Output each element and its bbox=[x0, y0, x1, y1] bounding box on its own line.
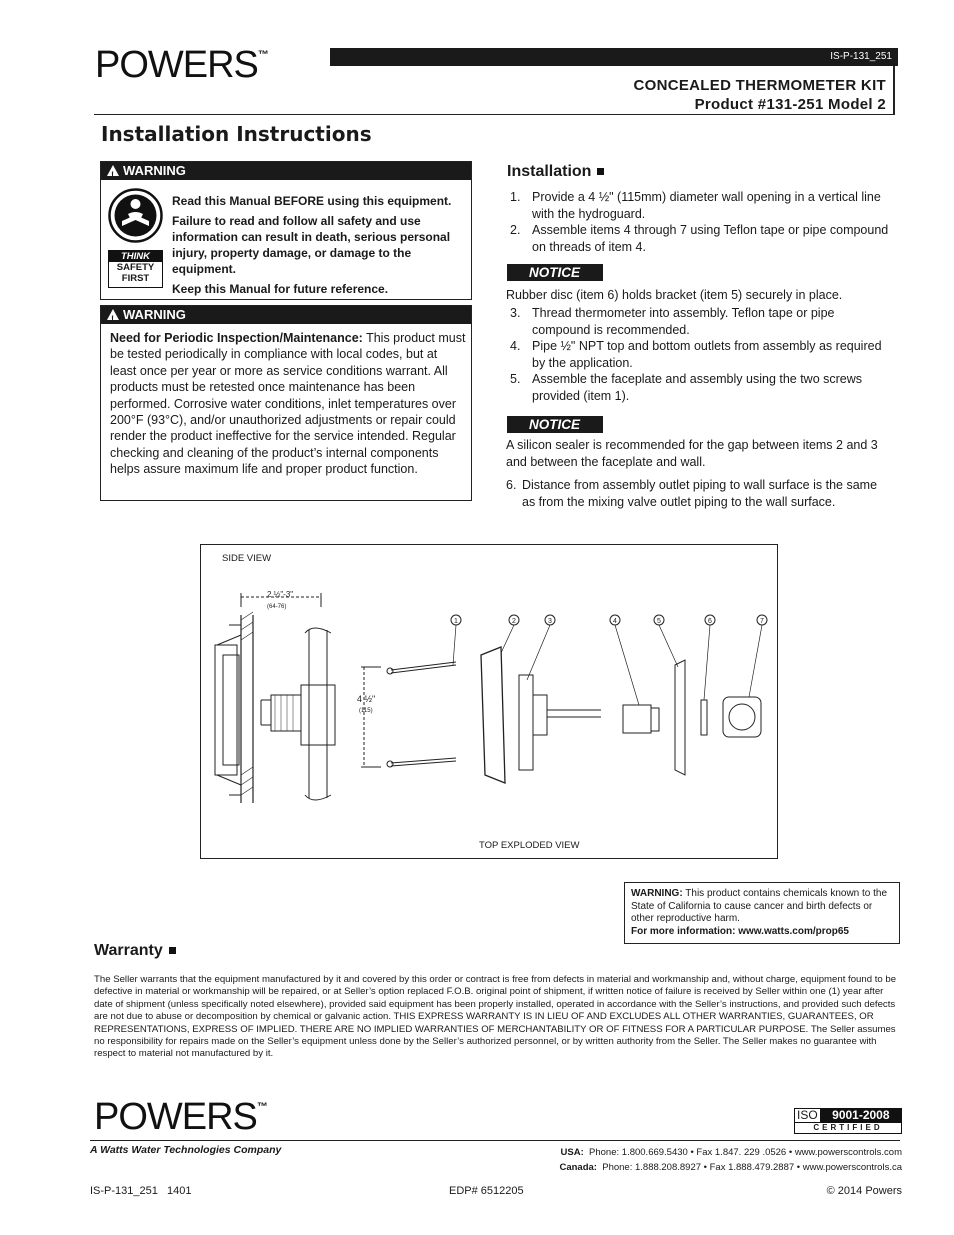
warning-triangle-icon bbox=[107, 309, 119, 320]
callout-5: 5 bbox=[657, 618, 661, 625]
safety-label: SAFETY bbox=[116, 262, 155, 273]
square-bullet-icon bbox=[169, 947, 176, 954]
installation-step bbox=[510, 189, 890, 222]
warning-box-manual bbox=[100, 161, 472, 300]
dim-width-mm: (64-76) bbox=[267, 604, 287, 610]
prop65-text: This product contains chemicals known to the State of California to cause cancer and birth defects or other reproductive harm. bbox=[631, 888, 888, 924]
notice1-text: Rubber disc (item 6) holds bracket (item 5) securely in place. bbox=[506, 288, 843, 302]
step-number: 4. bbox=[510, 339, 521, 353]
canada-label: Canada: bbox=[559, 1162, 597, 1173]
step-text: Thread thermometer into assembly. Teflon tape or pipe compound is recommended. bbox=[532, 306, 835, 337]
warranty-heading bbox=[94, 942, 176, 960]
step-text: Provide a 4 ½" (115mm) diameter wall opening in a vertical line with the hydroguard. bbox=[532, 190, 881, 221]
step-text: Pipe ½" NPT top and bottom outlets from assembly as required by the application. bbox=[532, 339, 882, 370]
header-rule bbox=[893, 66, 895, 114]
warning-bar bbox=[101, 162, 471, 180]
footer-powers-logo bbox=[94, 1098, 268, 1136]
callout-2: 2 bbox=[512, 618, 516, 625]
iso-prefix: ISO bbox=[795, 1109, 821, 1122]
warranty-text: The Seller warrants that the equipment manufactured by it and covered by this order or contract is free from defects in material and workmanship and, without charge, equipment found to be defective in material or workmanship will be repaired, or at Seller’s option replaced F.O.B. original point of shipment, if written notice of failure is received by Seller within one (1) year after date of shipment (unless specifically noted elsewhere), provided said equipment has been properly installed, operated in accordance with the Seller’s instructions, and provided such defects are not due to abuse or decomposition by chemical or galvanic action. THIS EXPRESS WARRANTY IS IN LIEU OF AND EXCLUDES ALL OTHER WARRANTIES, GUARANTEES, OR REPRESENTATIONS, EXPRESS OF IMPLIED. THERE ARE NO IMPLIED WARRANTIES OF MERCHANTABILITY OR OF FITNESS FOR A PARTICULAR PURPOSE. The Seller assumes no responsibility for repairs made on the Seller’s equipment unless done by the Seller’s authorized personnel, or by written authority from the Seller. The Seller makes no guarantee with respect to material not manufactured by it. bbox=[94, 974, 897, 1060]
canada-contact bbox=[432, 1160, 902, 1175]
edp-number: EDP# 6512205 bbox=[449, 1185, 524, 1197]
step-text: Assemble the faceplate and assembly using the two screws provided (item 1). bbox=[532, 372, 863, 403]
powers-logo bbox=[95, 46, 269, 84]
warning1-text bbox=[172, 193, 462, 297]
usa-label: USA: bbox=[560, 1147, 584, 1158]
contact-info bbox=[432, 1145, 902, 1175]
logo-text: POWERS bbox=[95, 44, 258, 86]
square-bullet-icon bbox=[597, 168, 604, 175]
installation-step bbox=[510, 371, 890, 404]
product-title-line1: CONCEALED THERMOMETER KIT bbox=[633, 77, 886, 94]
callout-4: 4 bbox=[613, 618, 617, 625]
iso-number: 9001-2008 bbox=[821, 1109, 901, 1122]
tagline: A Watts Water Technologies Company bbox=[90, 1144, 282, 1156]
step-text: Assemble items 4 through 7 using Teflon tape or pipe compound on threads of item 4. bbox=[532, 223, 889, 254]
dim-width: 2 ½"-3" bbox=[267, 590, 294, 599]
prop65-link[interactable]: For more information: www.watts.com/prop65 bbox=[631, 925, 849, 937]
installation-heading-text: Installation bbox=[507, 163, 592, 180]
page-title: Installation Instructions bbox=[101, 122, 372, 146]
step-number: 1. bbox=[510, 190, 521, 204]
step-number: 3. bbox=[510, 306, 521, 320]
callout-1: 1 bbox=[454, 618, 458, 625]
warning1-read-manual: Read this Manual BEFORE using this equipment. bbox=[172, 194, 452, 208]
prop65-lead: WARNING: bbox=[631, 888, 683, 899]
top-exploded-view-label: TOP EXPLODED VIEW bbox=[479, 840, 580, 851]
warning1-failure: Failure to read and follow all safety and use information can result in death, serious personal injury, property damage, or damage to the equipment. bbox=[172, 214, 451, 276]
footer-rule bbox=[90, 1140, 900, 1141]
notice2-text: A silicon sealer is recommended for the gap between items 2 and 3 and between the faceplate and wall. bbox=[506, 438, 878, 469]
installation-step bbox=[510, 222, 890, 255]
warning-bar-label: WARNING bbox=[123, 163, 186, 178]
step-number: 5. bbox=[510, 372, 521, 386]
callout-7: 7 bbox=[760, 618, 764, 625]
dim-height: 4 ½" bbox=[357, 694, 376, 704]
think-safety-first-badge bbox=[108, 250, 163, 288]
side-view-label: SIDE VIEW bbox=[222, 553, 272, 564]
warning-bar-label: WARNING bbox=[123, 307, 186, 322]
usa-contact bbox=[432, 1145, 902, 1160]
think-label: THINK bbox=[109, 251, 162, 262]
step-text: Distance from assembly outlet piping to wall surface is the same as from the mixing valve outlet piping to the wall surface. bbox=[522, 478, 878, 509]
logo-trademark: ™ bbox=[257, 49, 269, 61]
notice-badge-1: NOTICE bbox=[507, 264, 603, 281]
doc-id: IS-P-131_251 bbox=[830, 51, 892, 62]
usa-text: Phone: 1.800.669.5430 • Fax 1.847. 229 .0526 • www.powerscontrols.com bbox=[589, 1147, 902, 1158]
assembly-drawing bbox=[201, 545, 777, 858]
warning2-lead: Need for Periodic Inspection/Maintenance: bbox=[110, 331, 363, 345]
warning-triangle-icon bbox=[107, 165, 119, 176]
warranty-heading-text: Warranty bbox=[94, 942, 163, 959]
warning2-text bbox=[110, 330, 466, 478]
warning-bar bbox=[101, 306, 471, 324]
installation-step bbox=[510, 338, 890, 371]
footer-logo-text: POWERS bbox=[94, 1096, 257, 1138]
installation-step-6 bbox=[506, 477, 891, 510]
installation-heading bbox=[507, 163, 604, 181]
installation-steps-1-2 bbox=[510, 189, 890, 255]
doc-code: IS-P-131_251 1401 bbox=[90, 1185, 192, 1197]
footer-logo-trademark: ™ bbox=[256, 1101, 268, 1113]
iso-certified-badge bbox=[794, 1108, 902, 1134]
safety-reader-icon bbox=[108, 188, 163, 243]
product-title bbox=[386, 76, 886, 114]
prop65-warning bbox=[624, 882, 900, 944]
dim-height-mm: (115) bbox=[359, 708, 373, 714]
callout-6: 6 bbox=[708, 618, 712, 625]
warning-box-maintenance bbox=[100, 305, 472, 501]
warning2-body: This product must be tested periodically in compliance with local codes, but at least once per year or more as service conditions warrant. All products must be retested once maintenance has been performed. Corrosive water conditions, inlet temperatures over 200°F (93°C), and/or unauthorized adjustments or repair could render the product ineffective for the service intended. Regular checking and cleaning of the product’s internal components helps assure maximum life and proper product function. bbox=[110, 331, 466, 477]
callout-3: 3 bbox=[548, 618, 552, 625]
product-title-line2: Product #131-251 Model 2 bbox=[694, 96, 886, 113]
installation-step bbox=[510, 305, 890, 338]
notice-badge-2: NOTICE bbox=[507, 416, 603, 433]
installation-steps-3-5 bbox=[510, 305, 890, 404]
doc-id-bar bbox=[330, 48, 898, 66]
header-underline bbox=[94, 114, 895, 115]
assembly-diagram bbox=[200, 544, 778, 859]
first-label: FIRST bbox=[121, 273, 150, 284]
iso-certified-label: CERTIFIED bbox=[794, 1123, 902, 1134]
canada-text: Phone: 1.888.208.8927 • Fax 1.888.479.2887 • www.powerscontrols.ca bbox=[602, 1162, 902, 1173]
step-number: 2. bbox=[510, 223, 521, 237]
copyright: © 2014 Powers bbox=[826, 1185, 902, 1197]
step-number: 6. bbox=[506, 478, 517, 492]
warning1-keep: Keep this Manual for future reference. bbox=[172, 282, 389, 296]
